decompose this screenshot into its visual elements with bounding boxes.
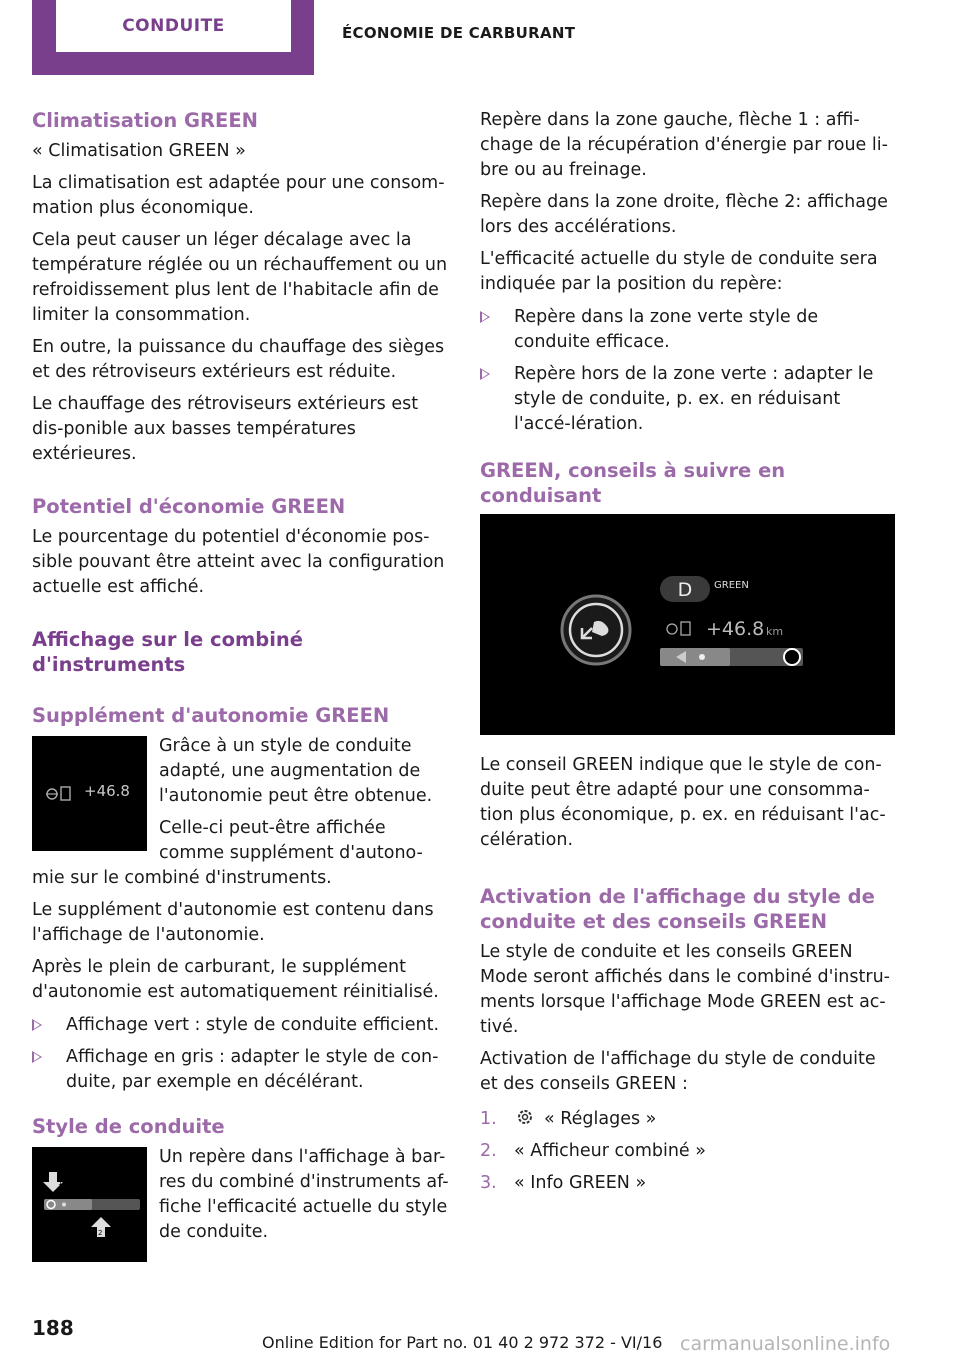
paragraph: Le chauffage des rétroviseurs extérieurs est dis-ponible aux basses températures extérieures. [32, 394, 419, 464]
paragraph: L'efficacité actuelle du style de conduite sera indiquée par la position du repère: [480, 249, 878, 294]
list-item: 2. « Afficheur combiné » [480, 1139, 898, 1164]
paragraph: Repère dans la zone gauche, flèche 1 : affi-chage de la récupération d'énergie par roue li-bre ou au freinage. [480, 110, 888, 180]
heading-supplement: Supplément d'autonomie GREEN [32, 704, 390, 727]
mode-label: GREEN [714, 580, 749, 591]
svg-text:2: 2 [98, 1229, 103, 1237]
green-tips-display-image [480, 514, 895, 735]
gear-icon [514, 1107, 536, 1127]
driving-style-bar-icon [32, 1147, 147, 1262]
steps-list [480, 1107, 898, 1196]
triangle-bullet-icon [480, 368, 490, 380]
list-item: 3. « Info GREEN » [480, 1171, 898, 1196]
heading-climatisation: Climatisation GREEN [32, 109, 258, 132]
range-display-image [32, 736, 147, 851]
paragraph: Repère dans la zone droite, flèche 2: affichage lors des accélérations. [480, 192, 888, 237]
step-number: 3. [480, 1173, 497, 1193]
list-item: Repère hors de la zone verte : adapter le style de conduite, p. ex. en réduisant l'accé-lération. [480, 362, 898, 437]
watermark: carmanualsonline.info [680, 1333, 891, 1355]
right-column [480, 108, 898, 1203]
paragraph: « Climatisation GREEN » [32, 141, 246, 161]
paragraph: Activation de l'affichage du style de conduite et des conseils GREEN : [480, 1049, 876, 1094]
chapter-tab [32, 0, 314, 75]
triangle-bullet-icon [32, 1019, 42, 1031]
paragraph: Grâce à un style de conduite adapté, une augmentation de l'autonomie peut être obtenue. [159, 736, 433, 806]
list-item: Repère dans la zone verte style de conduite efficace. [480, 305, 898, 355]
bullet-list [32, 1013, 450, 1095]
heading-affichage: Affichage sur le combiné d'instruments [32, 628, 304, 676]
left-column [32, 108, 450, 1266]
paragraph: Le supplément d'autonomie est contenu dans l'affichage de l'autonomie. [32, 900, 434, 945]
triangle-bullet-icon [32, 1051, 42, 1063]
heading-activation: Activation de l'affichage du style de conduite et des conseils GREEN [480, 885, 875, 933]
list-item: 1. « Réglages » [480, 1107, 898, 1132]
paragraph: Celle-ci peut-être affichée comme supplément d'autono-mie sur le combiné d'instruments. [32, 818, 423, 888]
page-number: 188 [32, 1316, 74, 1340]
paragraph: Cela peut causer un léger décalage avec la température réglée ou un réchauffement ou un refroidissement plus lent de l'habitacle afin de limiter la consommation. [32, 230, 448, 325]
paragraph: Un repère dans l'affichage à bar-res du combiné d'instruments af-fiche l'efficacité actuelle du style de conduite. [159, 1147, 449, 1242]
paragraph: Le style de conduite et les conseils GREEN Mode seront affichés dans le combiné d'instru-ments lorsque l'affichage Mode GREEN est ac-tivé. [480, 942, 890, 1037]
svg-text:1: 1 [58, 1179, 63, 1187]
paragraph: En outre, la puissance du chauffage des sièges et des rétroviseurs extérieurs est réduite. [32, 337, 445, 382]
paragraph: Le pourcentage du potentiel d'économie pos-sible pouvant être atteint avec la configuration actuelle est affiché. [32, 527, 445, 597]
chapter-tab-label: CONDUITE [56, 0, 291, 52]
bullet-list [480, 305, 898, 437]
step-number: 2. [480, 1141, 497, 1161]
paragraph: Après le plein de carburant, le supplément d'autonomie est automatiquement réinitialisé. [32, 957, 439, 1002]
gear-indicator: D [677, 579, 693, 601]
driving-style-image [32, 1147, 147, 1262]
heading-conseils: GREEN, conseils à suivre en conduisant [480, 459, 786, 507]
heading-potentiel: Potentiel d'économie GREEN [32, 495, 346, 518]
range-unit: km [766, 625, 784, 638]
edition-line: Online Edition for Part no. 01 40 2 972 372 - VI/16 [262, 1333, 663, 1352]
range-gain-value: +46.8 [706, 618, 765, 640]
step-number: 1. [480, 1109, 497, 1129]
paragraph: Le conseil GREEN indique que le style de con-duite peut être adapté pour une consomma-tion plus économique, p. ex. en réduisant l'ac-célération. [480, 755, 886, 850]
heading-style: Style de conduite [32, 1115, 225, 1138]
list-item: Affichage en gris : adapter le style de con-duite, par exemple en décélérant. [32, 1045, 450, 1095]
section-title: ÉCONOMIE DE CARBURANT [342, 24, 576, 42]
triangle-bullet-icon [480, 311, 490, 323]
paragraph: La climatisation est adaptée pour une consom-mation plus économique. [32, 173, 445, 218]
range-value: +46.8 [84, 782, 130, 800]
instrument-cluster-graphic [480, 514, 895, 735]
list-item: Affichage vert : style de conduite efficient. [32, 1013, 450, 1038]
